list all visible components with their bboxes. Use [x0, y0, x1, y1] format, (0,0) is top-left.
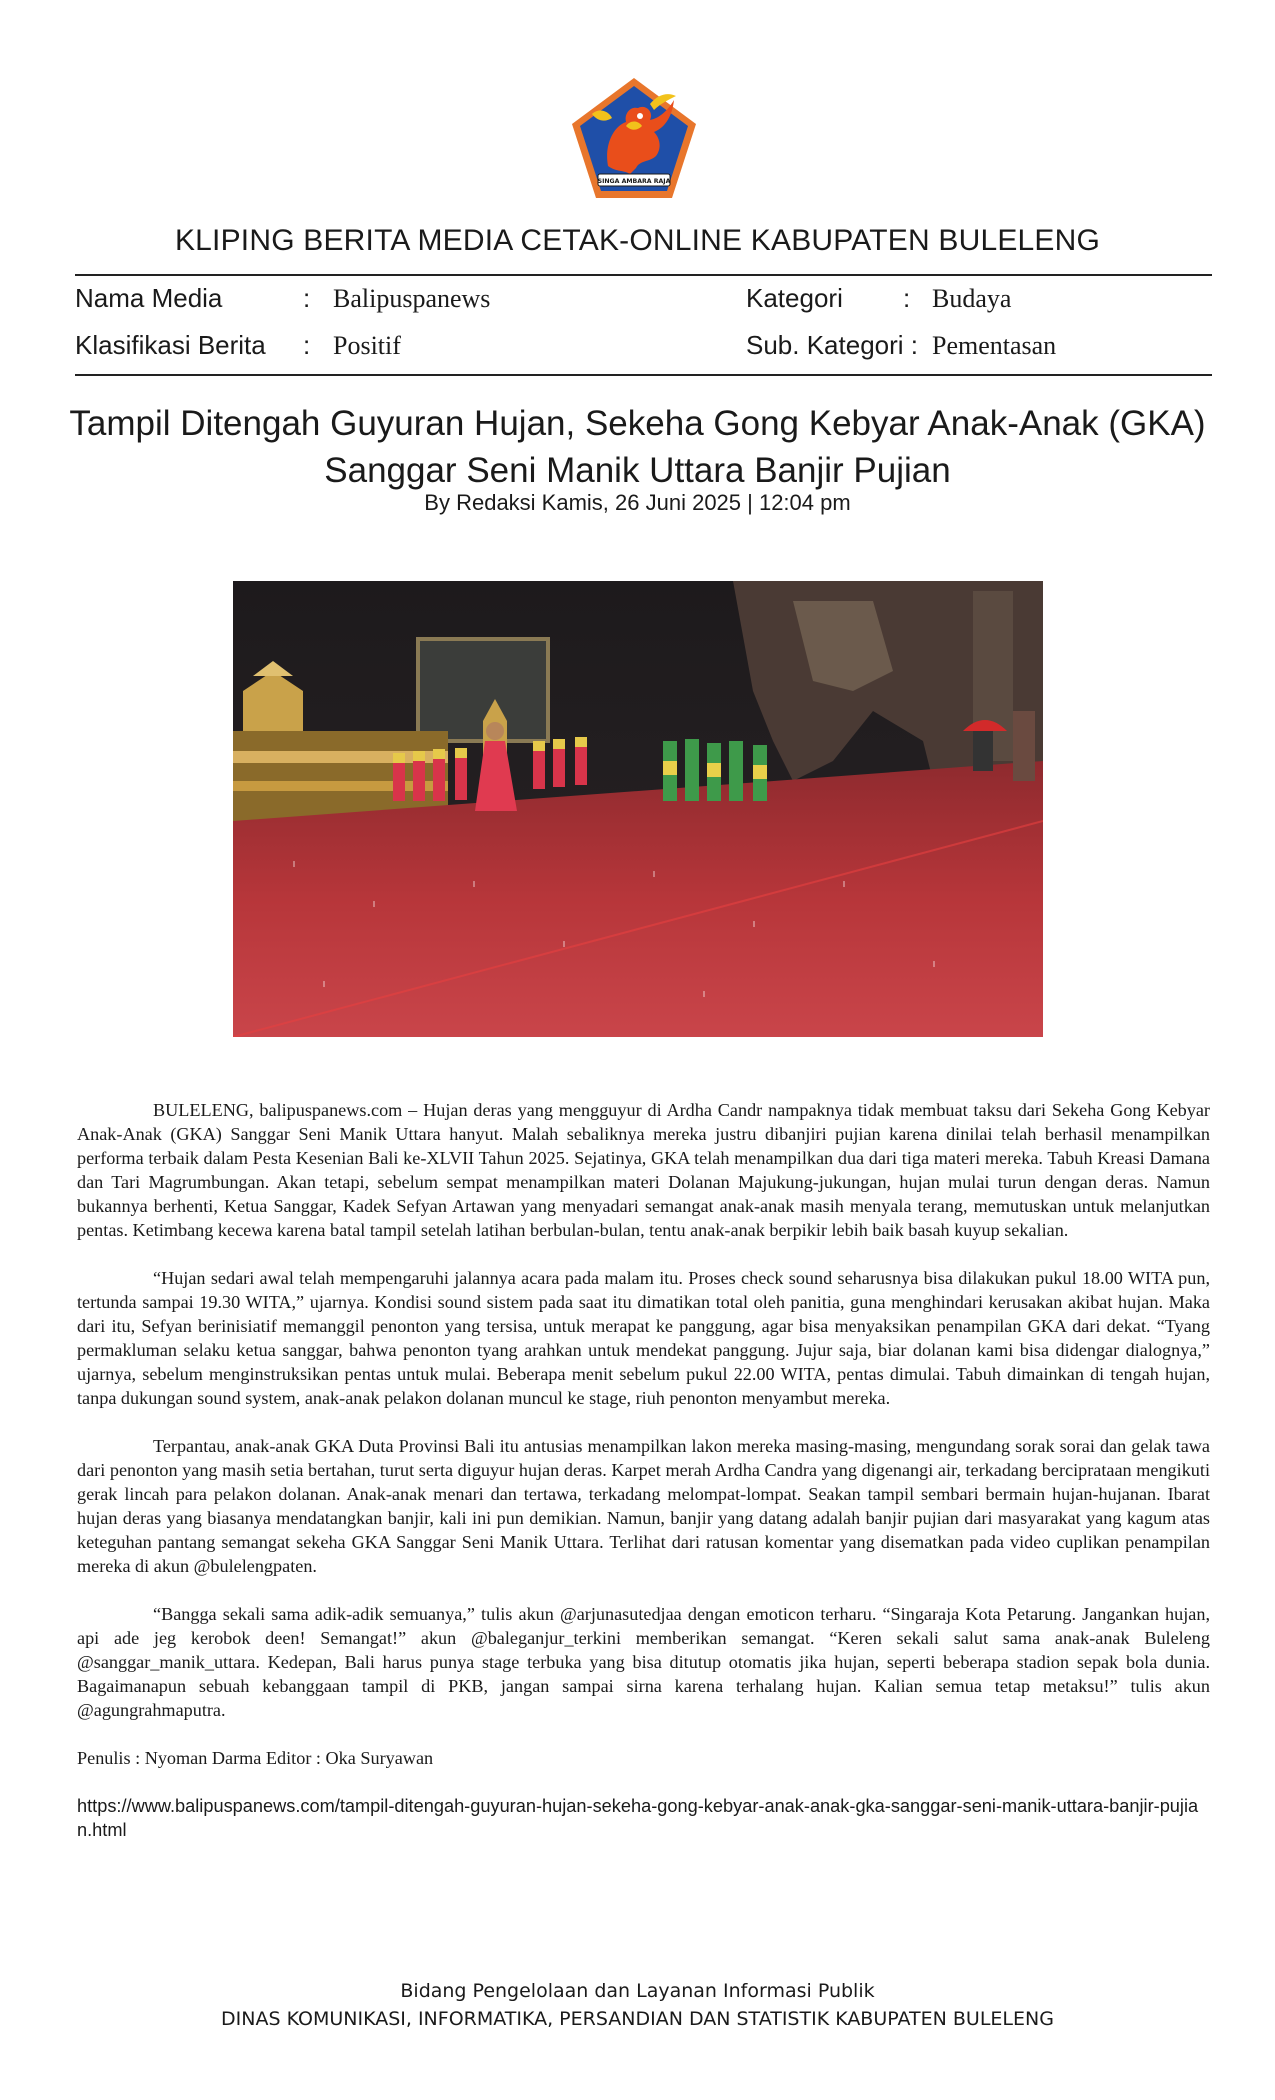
- category-value: Budaya: [932, 284, 1012, 313]
- category-label: Kategori: [746, 283, 843, 313]
- performance-photo: [233, 581, 1043, 1037]
- article-title-line-1: Tampil Ditengah Guyuran Hujan, Sekeha Gong Kebyar Anak-Anak (GKA): [69, 404, 1206, 443]
- source-url-link[interactable]: https://www.balipuspanews.com/tampil-ditengah-guyuran-hujan-sekeha-gong-kebyar-anak-anak-gka-sanggar-seni-manik-uttara-banjir-pujian.html: [77, 1796, 1199, 1840]
- article-title-line-2: Sanggar Seni Manik Uttara Banjir Pujian: [324, 451, 951, 490]
- article-title: [60, 400, 1215, 494]
- article-byline: By Redaksi Kamis, 26 Juni 2025 | 12:04 pm: [424, 490, 851, 515]
- article-paragraph-1: BULELENG, balipuspanews.com – Hujan deras yang mengguyur di Ardha Candr nampaknya tidak membuat taksu dari Sekeha Gong Kebyar Anak-Anak (GKA) Sanggar Seni Manik Uttara hanyut. Malah sebaliknya mereka justru dibanjiri pujian karena dinilai telah berhasil menampilkan performa terbaik dalam Pesta Kesenian Bali ke-XLVII Tahun 2025. Sejatinya, GKA telah menampilkan dua dari tiga materi mereka. Tabuh Kreasi Damana dan Tari Magrumbungan. Akan tetapi, sebelum sempat menampilkan materi Dolanan Majukung-jukungan, hujan mulai turun dengan deras. Namun bukannya berhenti, Ketua Sanggar, Kadek Sefyan Artawan yang menyadari semangat anak-anak masih menyala terang, memutuskan untuk melanjutkan pentas. Ketimbang kecewa karena batal tampil setelah latihan berbulan-bulan, tentu anak-anak berpikir lebih baik basah kuyup sekalian.: [77, 1100, 1210, 1240]
- divider-top: [75, 274, 1212, 276]
- article-credits: Penulis : Nyoman Darma Editor : Oka Suryawan: [77, 1748, 434, 1768]
- stage-performance-image: [233, 581, 1043, 1037]
- classification-label: Klasifikasi Berita: [75, 330, 266, 360]
- classification-value: Positif: [333, 331, 401, 360]
- footer-department: Bidang Pengelolaan dan Layanan Informasi Publik: [400, 1980, 875, 2002]
- subcategory-label: Sub. Kategori :: [746, 330, 918, 360]
- logo-motto-text: SINGA AMBARA RAJA: [597, 178, 671, 185]
- article-paragraph-2: “Hujan sedari awal telah mempengaruhi jalannya acara pada malam itu. Proses check sound seharusnya bisa dilakukan pukul 18.00 WITA pun, tertunda sampai 19.30 WITA,” ujarnya. Kondisi sound sistem pada saat itu dimatikan total oleh panitia, guna menghindari kerusakan akibat hujan. Maka dari itu, Sefyan berinisiatif memanggil penonton yang tersisa, untuk merapat ke panggung, agar bisa menyaksikan penampilan GKA dari dekat. “Tyang permakluman selaku ketua sanggar, bahwa penonton tyang arahkan untuk mendekat panggung. Jujur saja, biar dolanan kami bisa didengar dialognya,” ujarnya, sebelum menginstruksikan pentas untuk mulai. Beberapa menit sebelum pukul 22.00 WITA, pentas dimulai. Tabuh dimainkan di tengah hujan, tanpa dukungan sound system, anak-anak pelakon dolanan muncul ke stage, riuh penonton menyambut mereka.: [77, 1268, 1210, 1408]
- article-paragraph-4: “Bangga sekali sama adik-adik semuanya,” tulis akun @arjunasutedjaa dengan emoticon terharu. “Singaraja Kota Petarung. Jangankan hujan, api ade jeg kerobok deen! Semangat!” akun @baleganjur_terkini memberikan semangat. “Keren sekali salut sama anak-anak Buleleng @sanggar_manik_uttara. Kedepan, Bali harus punya stage terbuka yang bisa ditutup otomatis jika hujan, seperti beberapa stadion sepak bola dunia. Bagaimanapun sebuah kebanggaan tampil di PKB, jangan sampai sirna karena terhalang hujan. Kalian semua tetap metaksu!” tulis akun @agungrahmaputra.: [77, 1604, 1210, 1720]
- article-body: [77, 1098, 1210, 1842]
- media-name-label: Nama Media: [75, 283, 223, 313]
- singa-ambara-raja-icon: [568, 74, 700, 202]
- classification-colon: :: [303, 330, 311, 360]
- article-paragraph-3: Terpantau, anak-anak GKA Duta Provinsi Bali itu antusias menampilkan lakon mereka masing-masing, mengundang sorak sorai dan gelak tawa dari penonton yang masih setia bertahan, turut serta diguyur hujan deras. Karpet merah Ardha Candra yang digenangi air, terkadang berciprataan mengikuti gerak lincah para pelakon dolanan. Anak-anak menari dan tertawa, terkadang melompat-lompat. Seakan tampil sembari bermain hujan-hujanan. Ibarat hujan deras yang biasanya mendatangkan banjir, kali ini pun demikian. Namun, banjir yang datang adalah banjir pujian dari masyarakat yang kagum atas keteguhan pantang semangat sekeha GKA Sanggar Seni Manik Uttara. Terlihat dari ratusan komentar yang disematkan pada video cuplikan penampilan mereka di akun @bulelengpaten.: [77, 1436, 1210, 1576]
- category-colon: :: [903, 283, 911, 313]
- buleleng-emblem-logo: [568, 74, 700, 202]
- divider-bottom: [75, 374, 1212, 376]
- media-name-value: Balipuspanews: [333, 284, 491, 313]
- clipping-title: KLIPING BERITA MEDIA CETAK-ONLINE KABUPATEN BULELENG: [174, 224, 1101, 257]
- media-name-colon: :: [303, 283, 311, 313]
- subcategory-value: Pementasan: [932, 331, 1057, 360]
- footer-agency: DINAS KOMUNIKASI, INFORMATIKA, PERSANDIAN DAN STATISTIK KABUPATEN BULELENG: [221, 2008, 1054, 2030]
